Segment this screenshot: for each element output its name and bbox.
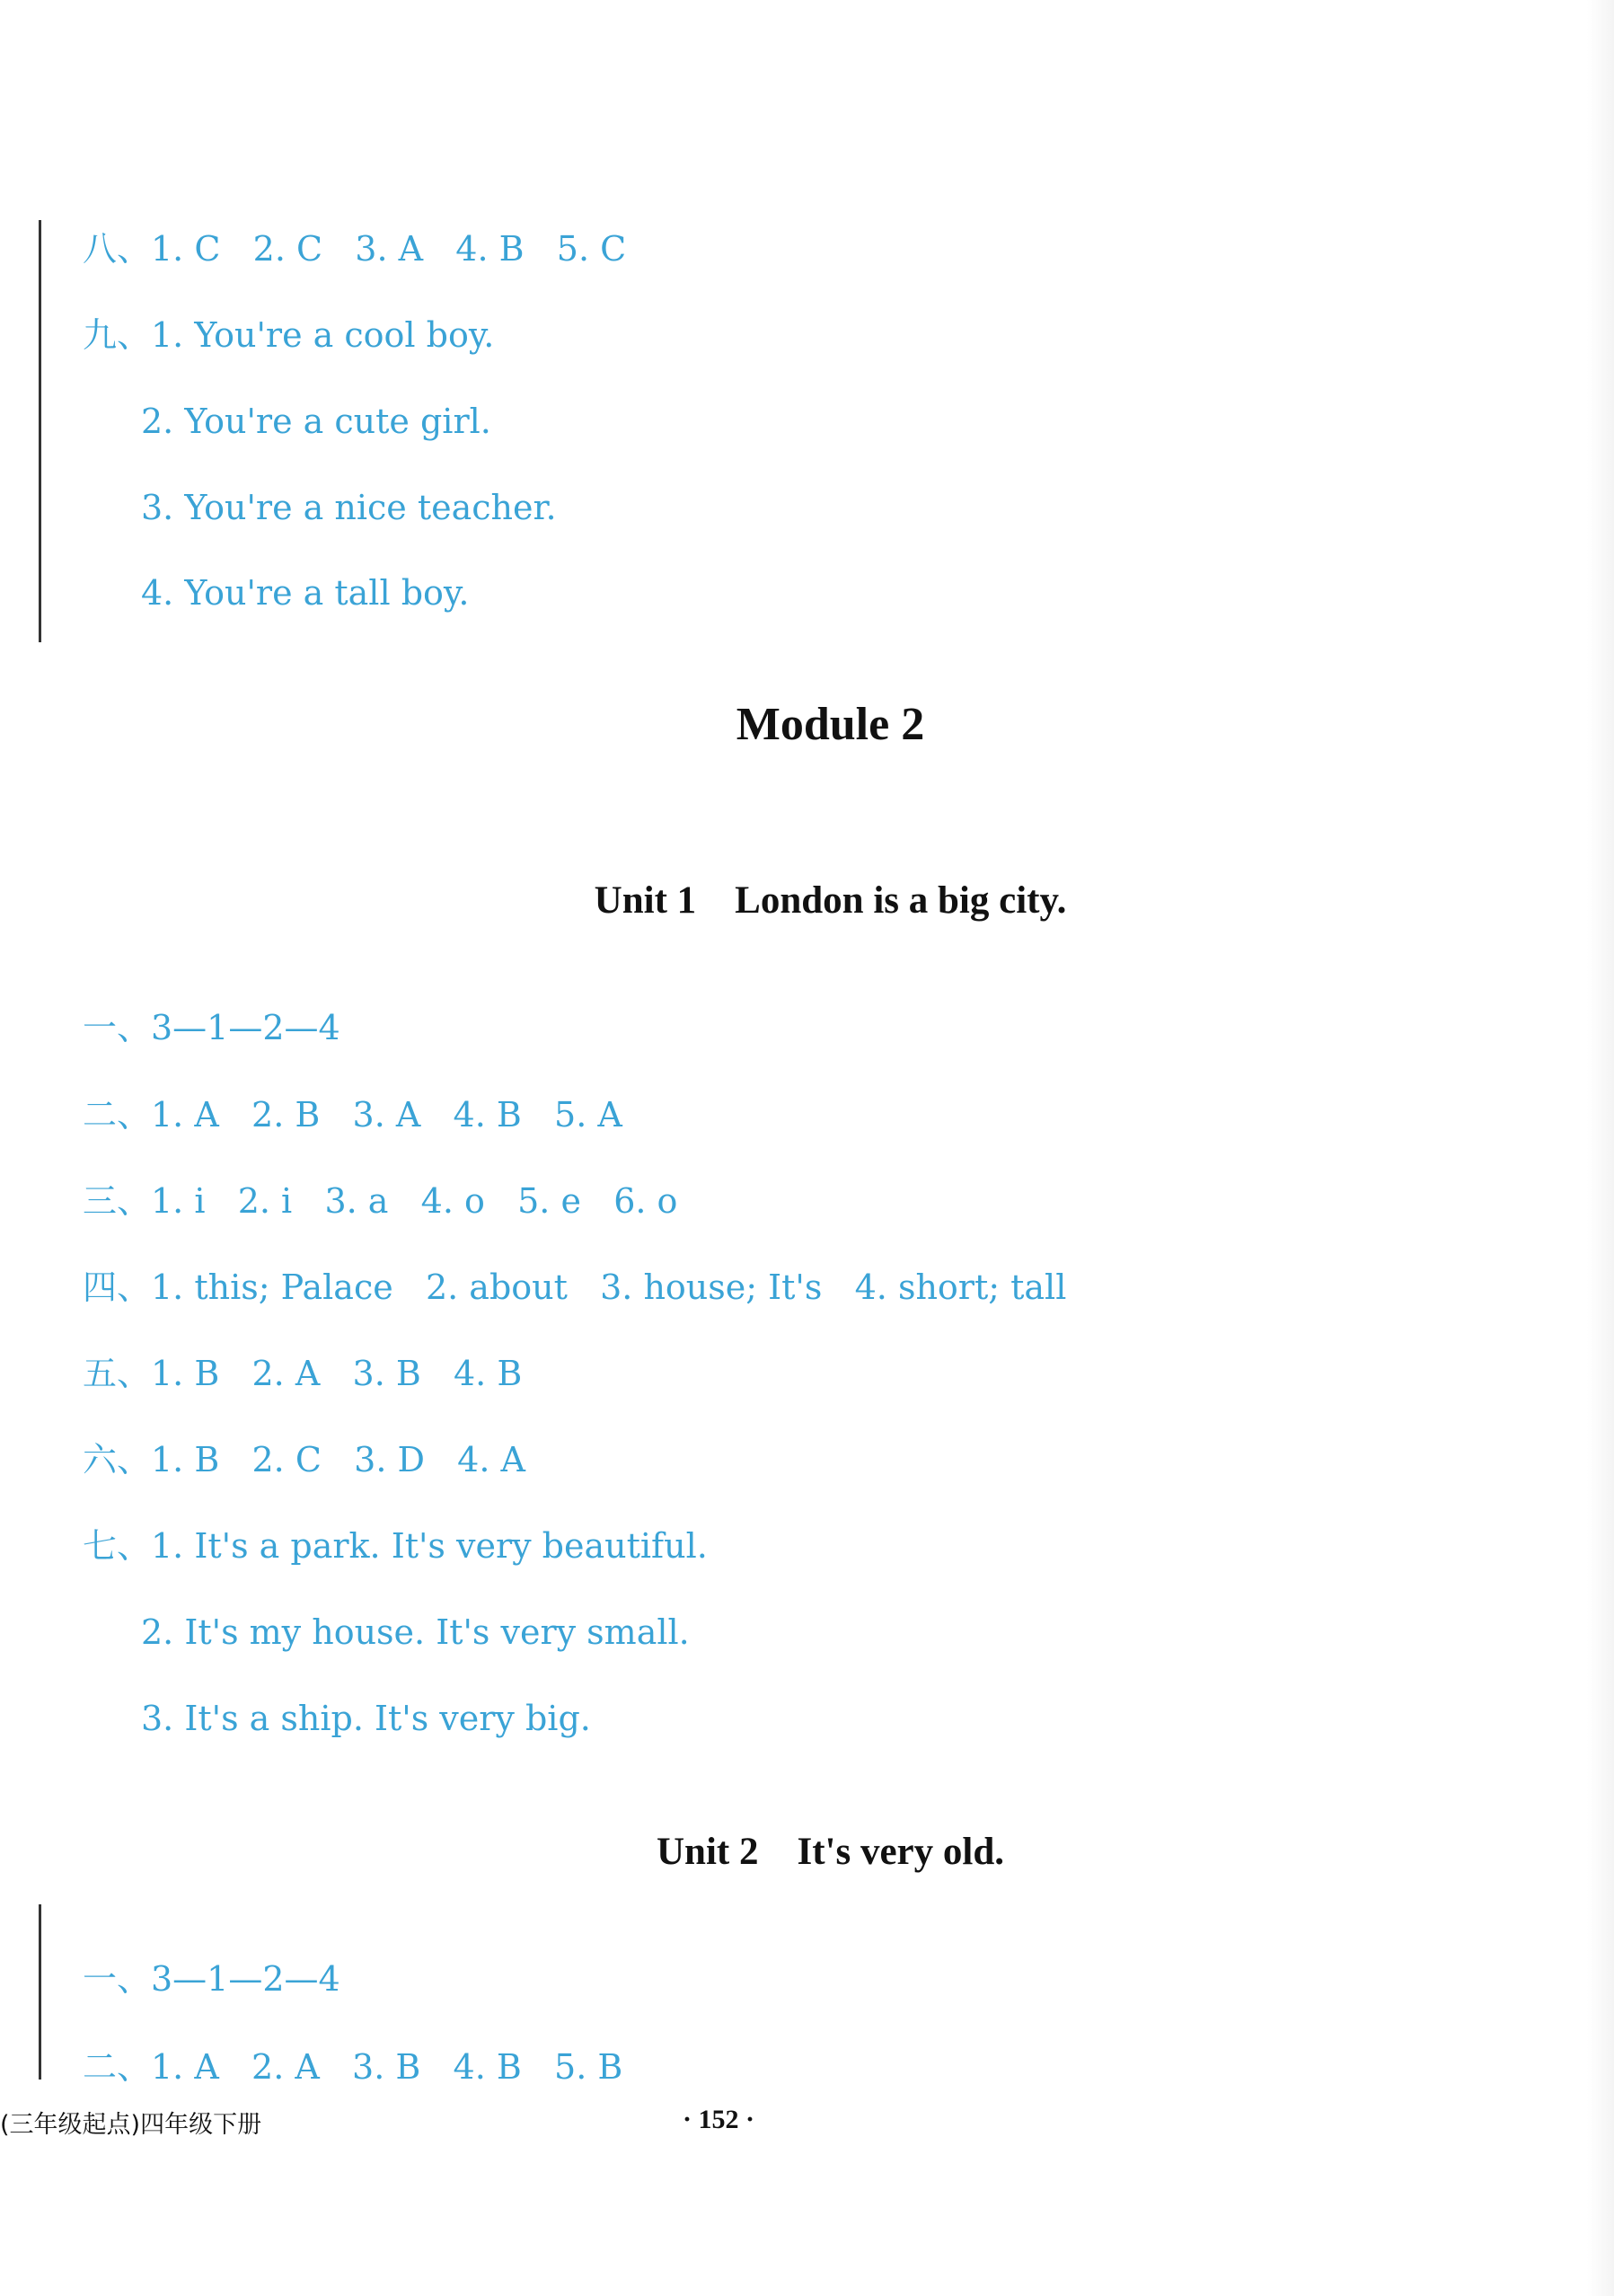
unit-1-answer-7-line-3: 3. It's a ship. It's very big. xyxy=(141,1699,591,1738)
page-number: · 152 · xyxy=(683,2105,755,2134)
unit-2-answer-2: 二、1. A 2. A 3. B 4. B 5. B xyxy=(83,2047,623,2087)
answer-part-9-line-2: 2. You're a cute girl. xyxy=(141,402,491,441)
unit-1-answer-7-line-2: 2. It's my house. It's very small. xyxy=(141,1612,690,1652)
unit-1-answer-3: 三、1. i 2. i 3. a 4. o 5. e 6. o xyxy=(83,1181,678,1221)
answer-part-9-line-3: 3. You're a nice teacher. xyxy=(141,488,557,527)
margin-rule-top xyxy=(39,220,41,642)
margin-rule-bottom xyxy=(39,1904,41,2080)
page-edge-shadow xyxy=(1587,0,1614,2296)
answer-part-9-line-1: 九、1. You're a cool boy. xyxy=(83,315,495,355)
module-title: Module 2 xyxy=(736,699,925,750)
unit-1-answer-1: 一、3—1—2—4 xyxy=(83,1008,340,1047)
unit-2-answer-1: 一、3—1—2—4 xyxy=(83,1959,340,1999)
unit-1-answer-4: 四、1. this; Palace 2. about 3. house; It's 4. short; tall xyxy=(83,1267,1067,1307)
answer-part-8: 八、1. C 2. C 3. A 4. B 5. C xyxy=(83,229,627,269)
answer-part-9-line-4: 4. You're a tall boy. xyxy=(141,573,470,613)
unit-1-answer-6: 六、1. B 2. C 3. D 4. A xyxy=(83,1440,525,1479)
unit-1-answer-2: 二、1. A 2. B 3. A 4. B 5. A xyxy=(83,1095,622,1135)
unit-1-title: Unit 1 London is a big city. xyxy=(594,879,1067,922)
book-title-footer: (三年级起点)四年级下册 xyxy=(0,2111,262,2139)
unit-1-answer-5: 五、1. B 2. A 3. B 4. B xyxy=(83,1354,523,1393)
unit-1-answer-7-line-1: 七、1. It's a park. It's very beautiful. xyxy=(83,1526,708,1566)
unit-2-title: Unit 2 It's very old. xyxy=(657,1831,1004,1873)
